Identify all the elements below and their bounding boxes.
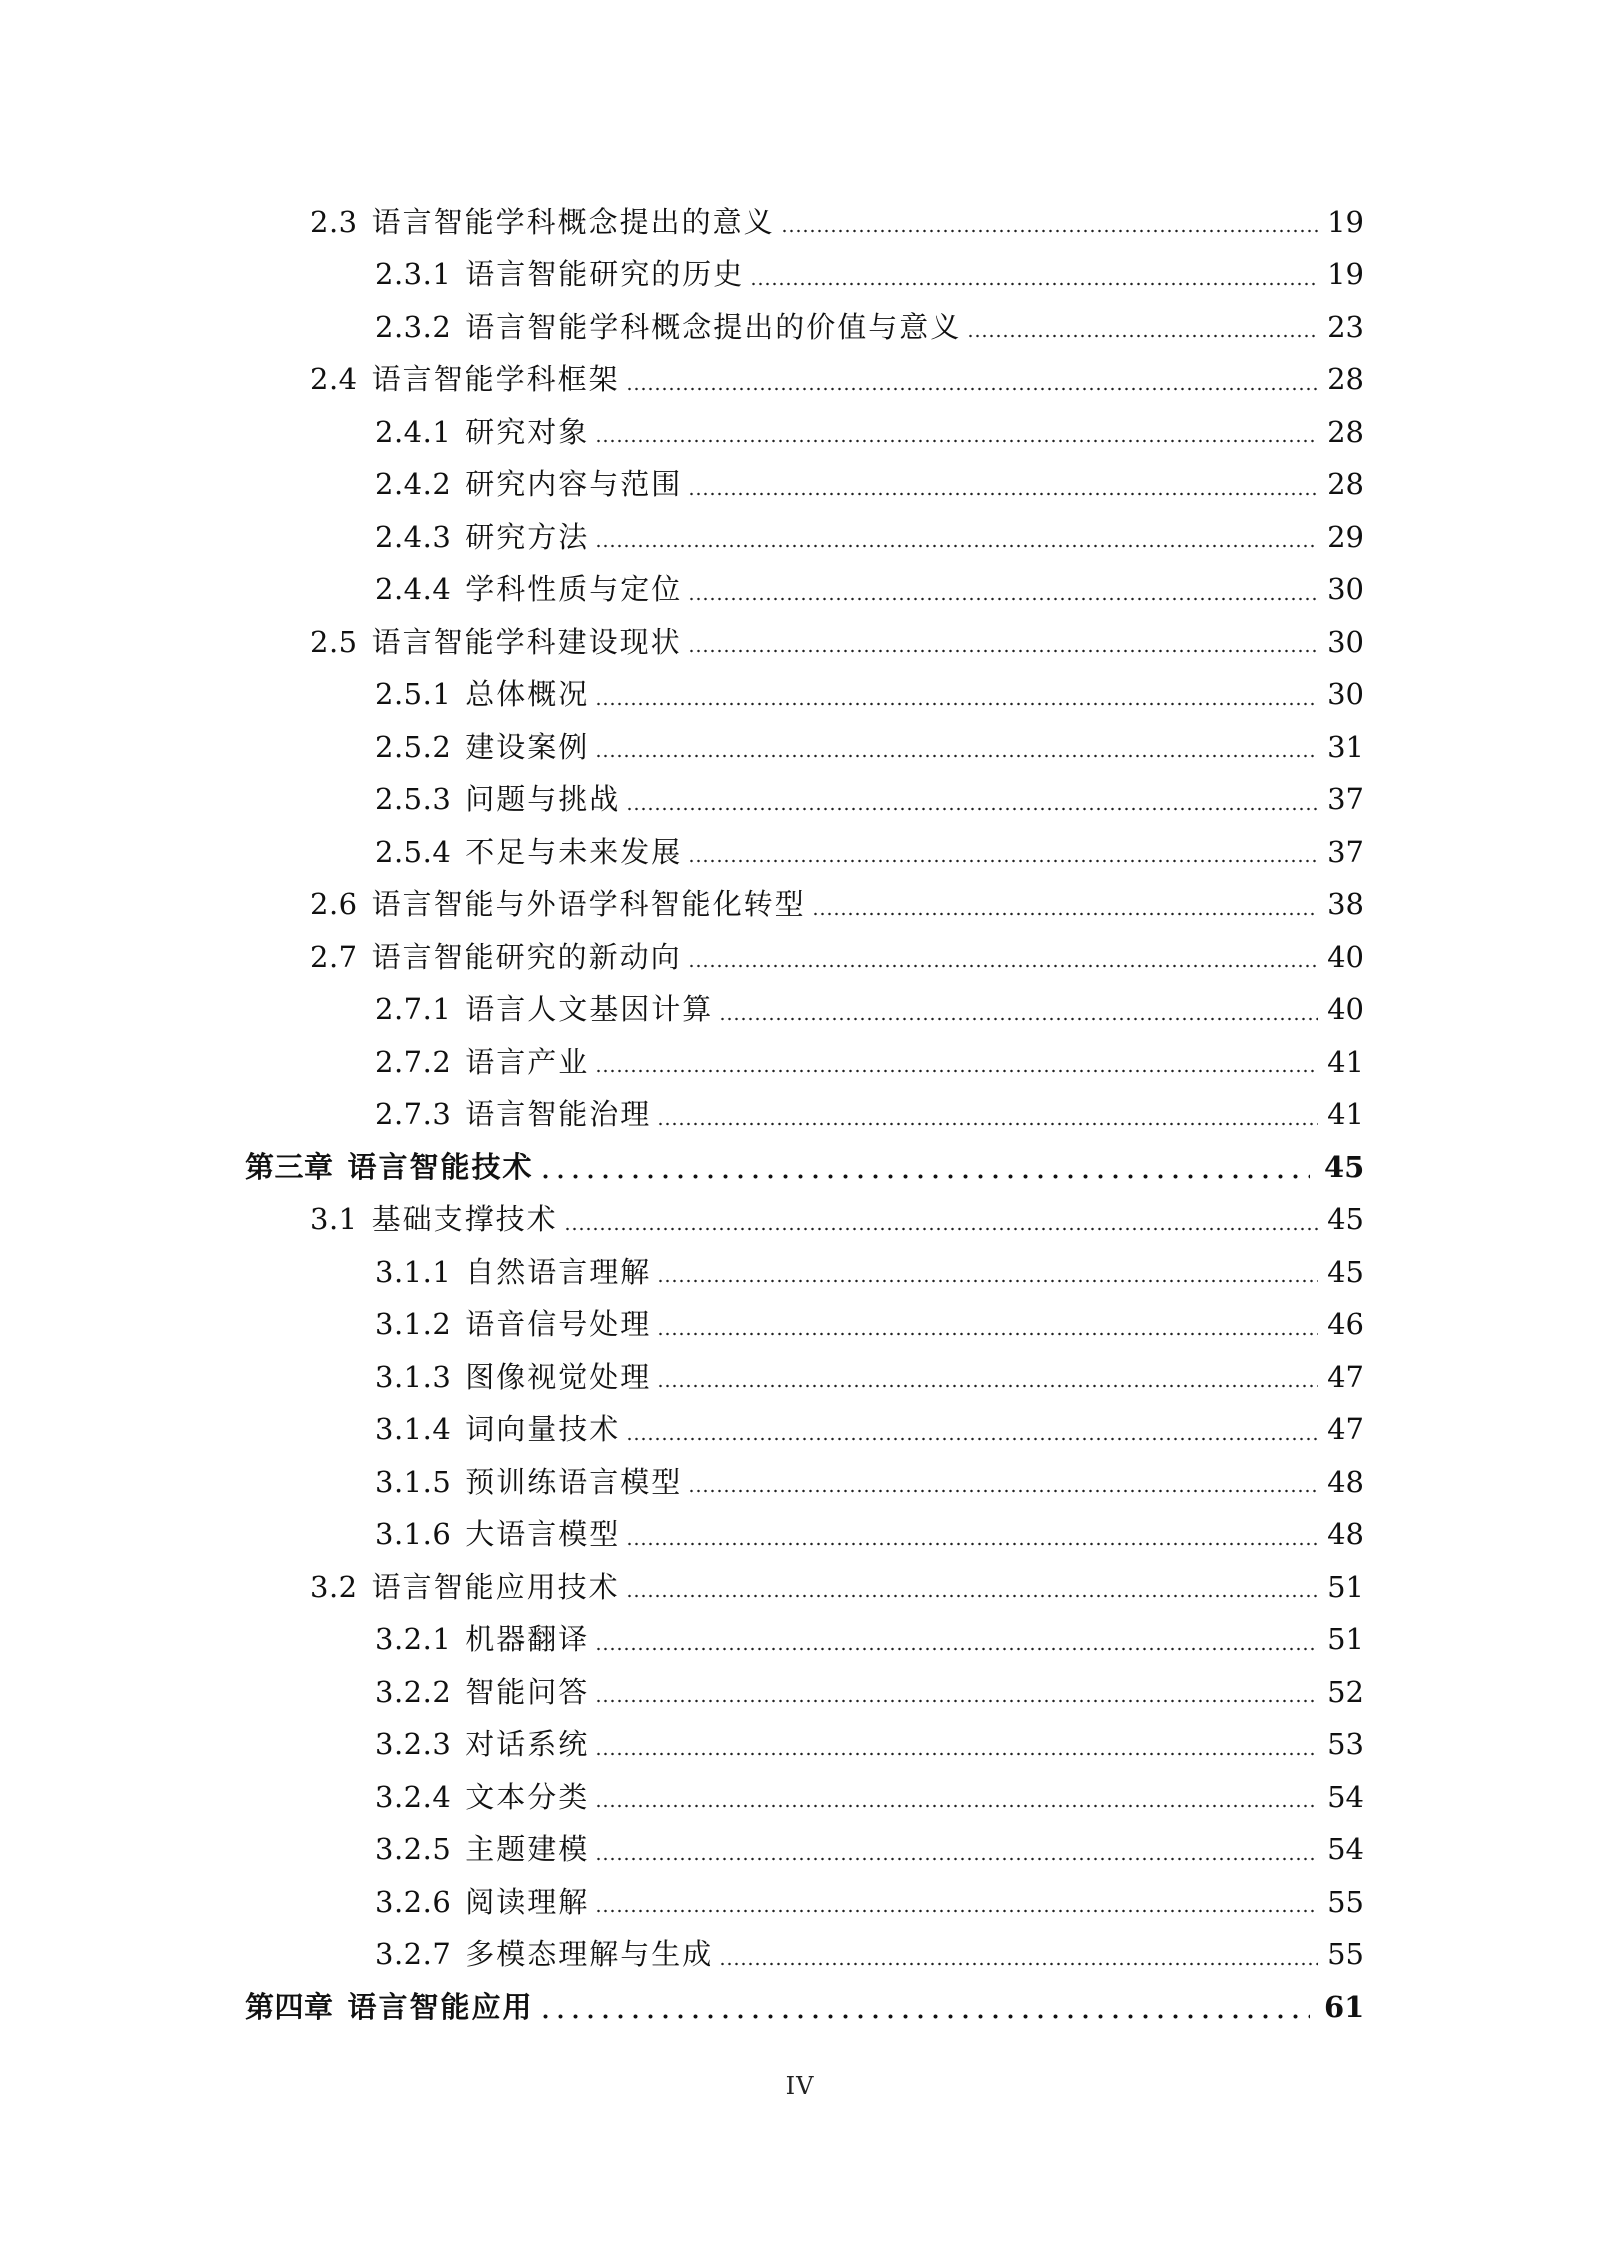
toc-entry-page: 28: [1327, 467, 1364, 502]
toc-subsection-entry: [0, 406, 1600, 459]
toc-entry-title: 对话系统: [465, 1727, 590, 1762]
toc-entry-page: 55: [1327, 1884, 1364, 1919]
toc-entry-title: 机器翻译: [465, 1622, 590, 1657]
toc-subsection-entry: [0, 1666, 1600, 1719]
toc-entry-number: 2.4.1: [375, 414, 452, 449]
toc-subsection-entry: [0, 826, 1600, 879]
toc-entry-title: 文本分类: [465, 1779, 590, 1814]
toc-entry-page: 45: [1324, 1149, 1365, 1184]
toc-entry-page: 55: [1327, 1937, 1364, 1972]
dot-leader: [595, 702, 1318, 706]
dot-leader: [750, 282, 1318, 286]
dot-leader: [595, 1752, 1318, 1756]
toc-entry-number: 2.5.4: [375, 834, 452, 869]
dot-leader: [595, 754, 1318, 758]
dot-leader: [688, 859, 1318, 863]
toc-subsection-entry: [0, 1089, 1600, 1142]
dot-leader: [595, 1069, 1318, 1073]
toc-entry-title: 主题建模: [465, 1832, 590, 1867]
toc-entry-page: 37: [1327, 782, 1364, 817]
dot-leader: [538, 1174, 1310, 1179]
dot-leader: [595, 439, 1318, 443]
toc-entry-title: 语言智能应用: [347, 1989, 534, 2024]
toc-subsection-entry: [0, 1876, 1600, 1929]
toc-entry-page: 54: [1327, 1832, 1364, 1867]
toc-entry-title: 研究方法: [465, 519, 590, 554]
dot-leader: [564, 1227, 1318, 1231]
toc-entry-number: 3.2.2: [375, 1674, 452, 1709]
dot-leader: [657, 1384, 1318, 1388]
toc-subsection-entry: [0, 1404, 1600, 1457]
dot-leader: [595, 1647, 1318, 1651]
dot-leader: [595, 1699, 1318, 1703]
toc-entry-title: 词向量技术: [465, 1412, 621, 1447]
toc-entry-title: 图像视觉处理: [465, 1359, 652, 1394]
toc-subsection-entry: [0, 1351, 1600, 1404]
toc-entry-number: 3.2.4: [375, 1779, 452, 1814]
toc-entry-title: 语言智能治理: [465, 1097, 652, 1132]
toc-entry-number: 2.5: [310, 624, 358, 659]
toc-entry-page: 41: [1327, 1097, 1364, 1132]
toc-entry-page: 45: [1327, 1254, 1364, 1289]
toc-entry-number: 2.7: [310, 939, 358, 974]
toc-subsection-entry: [0, 301, 1600, 354]
toc-subsection-entry: [0, 1719, 1600, 1772]
table-of-contents: [0, 196, 1600, 2034]
toc-entry-page: 51: [1327, 1569, 1364, 1604]
toc-entry-title: 研究对象: [465, 414, 590, 449]
toc-entry-page: 37: [1327, 834, 1364, 869]
toc-entry-page: 41: [1327, 1044, 1364, 1079]
toc-entry-number: 3.1.2: [375, 1307, 452, 1342]
toc-subsection-entry: [0, 511, 1600, 564]
toc-entry-number: 2.3.2: [375, 309, 452, 344]
toc-entry-page: 30: [1327, 624, 1364, 659]
toc-subsection-entry: [0, 984, 1600, 1037]
toc-entry-number: 3.2.3: [375, 1727, 452, 1762]
dot-leader: [719, 1962, 1318, 1966]
toc-entry-page: 47: [1327, 1359, 1364, 1394]
toc-entry-title: 语言智能学科框架: [371, 362, 620, 397]
toc-chapter-entry: [0, 1981, 1600, 2034]
toc-subsection-entry: [0, 564, 1600, 617]
toc-entry-title: 语言智能与外语学科智能化转型: [371, 887, 806, 922]
toc-entry-title: 大语言模型: [465, 1517, 621, 1552]
toc-entry-page: 19: [1327, 257, 1364, 292]
toc-entry-number: 3.2.5: [375, 1832, 452, 1867]
toc-entry-page: 31: [1327, 729, 1364, 764]
toc-entry-page: 48: [1327, 1464, 1364, 1499]
toc-entry-title: 建设案例: [465, 729, 590, 764]
toc-entry-title: 不足与未来发展: [465, 834, 683, 869]
dot-leader: [626, 387, 1318, 391]
dot-leader: [688, 492, 1318, 496]
toc-entry-number: 2.4.4: [375, 572, 452, 607]
dot-leader: [657, 1279, 1318, 1283]
toc-subsection-entry: [0, 1509, 1600, 1562]
toc-subsection-entry: [0, 721, 1600, 774]
toc-section-entry: [0, 354, 1600, 407]
page-number: IV: [785, 2072, 815, 2100]
toc-subsection-entry: [0, 249, 1600, 302]
toc-section-entry: [0, 616, 1600, 669]
toc-entry-page: 45: [1327, 1202, 1364, 1237]
toc-entry-page: 40: [1327, 992, 1364, 1027]
toc-subsection-entry: [0, 1456, 1600, 1509]
dot-leader: [626, 807, 1318, 811]
toc-subsection-entry: [0, 1771, 1600, 1824]
toc-entry-number: 2.7.2: [375, 1044, 452, 1079]
toc-entry-page: 38: [1327, 887, 1364, 922]
toc-entry-number: 3.1.5: [375, 1464, 452, 1499]
toc-entry-title: 研究内容与范围: [465, 467, 683, 502]
dot-leader: [595, 1804, 1318, 1808]
toc-entry-number: 第四章: [245, 1989, 334, 2024]
dot-leader: [626, 1437, 1318, 1441]
toc-entry-number: 3.1.6: [375, 1517, 452, 1552]
dot-leader: [812, 912, 1318, 916]
toc-entry-page: 51: [1327, 1622, 1364, 1657]
toc-entry-title: 智能问答: [465, 1674, 590, 1709]
toc-subsection-entry: [0, 1614, 1600, 1667]
toc-entry-number: 3.2: [310, 1569, 358, 1604]
toc-section-entry: [0, 931, 1600, 984]
toc-entry-page: 28: [1327, 414, 1364, 449]
toc-entry-number: 2.5.3: [375, 782, 452, 817]
toc-subsection-entry: [0, 1036, 1600, 1089]
toc-subsection-entry: [0, 1246, 1600, 1299]
dot-leader: [719, 1017, 1318, 1021]
dot-leader: [781, 229, 1318, 233]
dot-leader: [657, 1122, 1318, 1126]
toc-entry-number: 2.7.3: [375, 1097, 452, 1132]
toc-entry-number: 3.1.3: [375, 1359, 452, 1394]
toc-subsection-entry: [0, 1929, 1600, 1982]
toc-entry-title: 总体概况: [465, 677, 590, 712]
toc-entry-page: 30: [1327, 677, 1364, 712]
toc-entry-number: 3.1.4: [375, 1412, 452, 1447]
dot-leader: [595, 1857, 1318, 1861]
toc-entry-number: 2.7.1: [375, 992, 452, 1027]
toc-entry-title: 语言产业: [465, 1044, 590, 1079]
toc-entry-page: 46: [1327, 1307, 1364, 1342]
toc-entry-title: 多模态理解与生成: [465, 1937, 714, 1972]
toc-entry-number: 第三章: [245, 1149, 334, 1184]
toc-subsection-entry: [0, 774, 1600, 827]
toc-entry-number: 2.5.1: [375, 677, 452, 712]
toc-entry-number: 2.4.2: [375, 467, 452, 502]
toc-subsection-entry: [0, 669, 1600, 722]
toc-subsection-entry: [0, 1299, 1600, 1352]
toc-entry-page: 28: [1327, 362, 1364, 397]
toc-entry-page: 40: [1327, 939, 1364, 974]
toc-entry-title: 语言智能学科概念提出的意义: [371, 204, 775, 239]
toc-entry-page: 61: [1324, 1989, 1365, 2024]
toc-entry-title: 语言人文基因计算: [465, 992, 714, 1027]
toc-chapter-entry: [0, 1141, 1600, 1194]
toc-entry-number: 3.1: [310, 1202, 358, 1237]
toc-entry-number: 2.3.1: [375, 257, 452, 292]
toc-section-entry: [0, 1194, 1600, 1247]
toc-entry-number: 3.2.6: [375, 1884, 452, 1919]
toc-entry-title: 语言智能研究的历史: [465, 257, 745, 292]
toc-entry-title: 语言智能应用技术: [371, 1569, 620, 1604]
dot-leader: [626, 1542, 1318, 1546]
toc-entry-page: 29: [1327, 519, 1364, 554]
toc-entry-page: 48: [1327, 1517, 1364, 1552]
toc-entry-page: 23: [1327, 309, 1364, 344]
toc-entry-number: 2.4.3: [375, 519, 452, 554]
toc-entry-title: 语言智能技术: [347, 1149, 534, 1184]
dot-leader: [538, 2014, 1310, 2019]
toc-entry-title: 学科性质与定位: [465, 572, 683, 607]
toc-entry-title: 预训练语言模型: [465, 1464, 683, 1499]
dot-leader: [967, 334, 1318, 338]
toc-section-entry: [0, 1561, 1600, 1614]
dot-leader: [688, 964, 1318, 968]
toc-entry-number: 2.3: [310, 204, 358, 239]
toc-section-entry: [0, 879, 1600, 932]
toc-entry-page: 52: [1327, 1674, 1364, 1709]
toc-entry-title: 语言智能学科概念提出的价值与意义: [465, 309, 962, 344]
toc-entry-page: 54: [1327, 1779, 1364, 1814]
toc-entry-title: 问题与挑战: [465, 782, 621, 817]
dot-leader: [595, 1909, 1318, 1913]
toc-entry-title: 语音信号处理: [465, 1307, 652, 1342]
dot-leader: [688, 1489, 1318, 1493]
dot-leader: [595, 544, 1318, 548]
toc-entry-title: 语言智能研究的新动向: [371, 939, 682, 974]
toc-entry-number: 2.6: [310, 887, 358, 922]
toc-entry-page: 53: [1327, 1727, 1364, 1762]
toc-entry-page: 30: [1327, 572, 1364, 607]
toc-entry-page: 47: [1327, 1412, 1364, 1447]
toc-entry-number: 3.2.7: [375, 1937, 452, 1972]
toc-subsection-entry: [0, 459, 1600, 512]
toc-entry-title: 基础支撑技术: [371, 1202, 558, 1237]
toc-entry-title: 自然语言理解: [465, 1254, 652, 1289]
dot-leader: [688, 649, 1318, 653]
toc-subsection-entry: [0, 1824, 1600, 1877]
toc-entry-title: 语言智能学科建设现状: [371, 624, 682, 659]
dot-leader: [688, 597, 1318, 601]
toc-entry-number: 2.4: [310, 362, 358, 397]
dot-leader: [626, 1594, 1318, 1598]
toc-entry-number: 3.2.1: [375, 1622, 452, 1657]
toc-entry-number: 2.5.2: [375, 729, 452, 764]
toc-entry-title: 阅读理解: [465, 1884, 590, 1919]
toc-entry-number: 3.1.1: [375, 1254, 452, 1289]
dot-leader: [657, 1332, 1318, 1336]
toc-section-entry: [0, 196, 1600, 249]
toc-entry-page: 19: [1327, 204, 1364, 239]
